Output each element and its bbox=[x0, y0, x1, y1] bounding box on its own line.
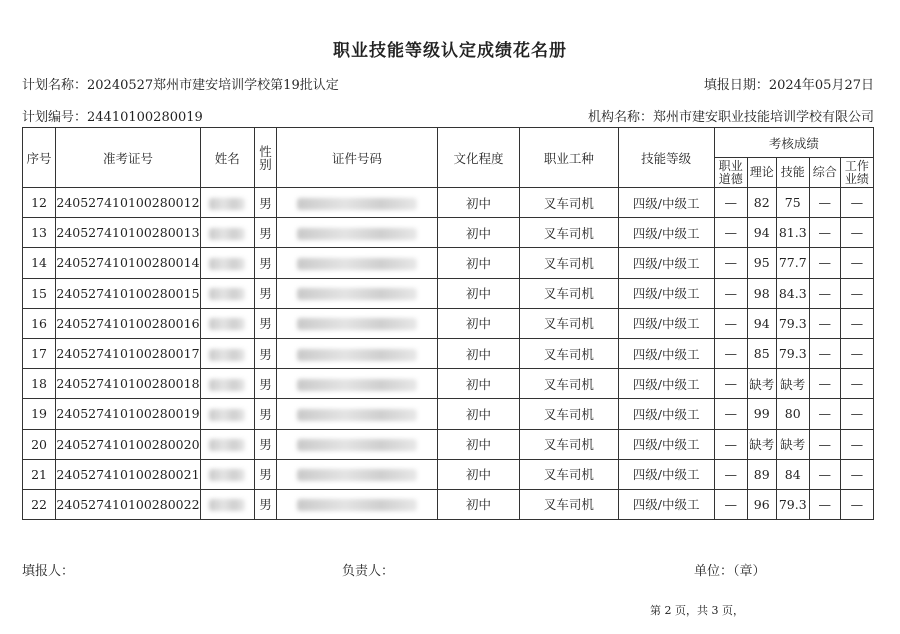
cell-ethics: — bbox=[714, 248, 747, 278]
cell-id-no bbox=[277, 308, 437, 338]
cell-seq: 14 bbox=[23, 248, 56, 278]
cell-work-performance: — bbox=[840, 338, 873, 368]
fill-date: 填报日期：2024年05月27日 bbox=[703, 78, 874, 93]
cell-exam-no: 240527410100280013 bbox=[56, 218, 201, 248]
cell-ethics: — bbox=[714, 308, 747, 338]
cell-theory: 缺考 bbox=[747, 429, 776, 459]
cell-gender: 男 bbox=[254, 248, 277, 278]
cell-gender: 男 bbox=[254, 188, 277, 218]
cell-seq: 21 bbox=[23, 459, 56, 489]
cell-theory: 缺考 bbox=[747, 369, 776, 399]
cell-name bbox=[200, 369, 254, 399]
cell-level: 四级/中级工 bbox=[618, 429, 714, 459]
cell-level: 四级/中级工 bbox=[618, 218, 714, 248]
cell-skill: 84.3 bbox=[776, 278, 809, 308]
cell-education: 初中 bbox=[437, 429, 520, 459]
cell-theory: 85 bbox=[747, 338, 776, 368]
cell-skill: 75 bbox=[776, 188, 809, 218]
cell-gender: 男 bbox=[254, 369, 277, 399]
cell-work-performance: — bbox=[840, 248, 873, 278]
redacted-blur bbox=[209, 318, 245, 330]
cell-seq: 16 bbox=[23, 308, 56, 338]
cell-gender: 男 bbox=[254, 459, 277, 489]
cell-id-no bbox=[277, 489, 437, 519]
cell-overall: — bbox=[809, 489, 840, 519]
redacted-blur bbox=[209, 288, 245, 300]
cell-ethics: — bbox=[714, 429, 747, 459]
cell-gender: 男 bbox=[254, 308, 277, 338]
cell-exam-no: 240527410100280012 bbox=[56, 188, 201, 218]
roster-body bbox=[23, 188, 874, 520]
cell-work-performance: — bbox=[840, 218, 873, 248]
header-id-no: 证件号码 bbox=[277, 128, 437, 188]
cell-name bbox=[200, 218, 254, 248]
cell-overall: — bbox=[809, 459, 840, 489]
cell-overall: — bbox=[809, 399, 840, 429]
cell-work-performance: — bbox=[840, 459, 873, 489]
redacted-blur bbox=[209, 379, 245, 391]
cell-ethics: — bbox=[714, 338, 747, 368]
cell-name bbox=[200, 429, 254, 459]
cell-skill: 79.3 bbox=[776, 489, 809, 519]
cell-gender: 男 bbox=[254, 278, 277, 308]
cell-gender: 男 bbox=[254, 399, 277, 429]
cell-name bbox=[200, 308, 254, 338]
cell-skill: 84 bbox=[776, 459, 809, 489]
redacted-blur bbox=[209, 228, 245, 240]
redacted-blur bbox=[209, 349, 245, 361]
cell-job: 叉车司机 bbox=[520, 338, 618, 368]
header-theory: 理论 bbox=[747, 158, 776, 188]
cell-seq: 15 bbox=[23, 278, 56, 308]
cell-ethics: — bbox=[714, 218, 747, 248]
cell-skill: 79.3 bbox=[776, 308, 809, 338]
cell-overall: — bbox=[809, 429, 840, 459]
cell-level: 四级/中级工 bbox=[618, 278, 714, 308]
redacted-blur bbox=[297, 349, 417, 361]
cell-name bbox=[200, 399, 254, 429]
redacted-blur bbox=[297, 258, 417, 270]
cell-theory: 96 bbox=[747, 489, 776, 519]
cell-level: 四级/中级工 bbox=[618, 489, 714, 519]
cell-job: 叉车司机 bbox=[520, 188, 618, 218]
cell-job: 叉车司机 bbox=[520, 459, 618, 489]
cell-skill: 77.7 bbox=[776, 248, 809, 278]
redacted-blur bbox=[297, 198, 417, 210]
cell-seq: 13 bbox=[23, 218, 56, 248]
table-row bbox=[23, 308, 874, 338]
cell-job: 叉车司机 bbox=[520, 489, 618, 519]
cell-ethics: — bbox=[714, 459, 747, 489]
filler-label: 填报人： bbox=[22, 564, 75, 579]
cell-ethics: — bbox=[714, 278, 747, 308]
header-score-group: 考核成绩 bbox=[714, 128, 873, 158]
cell-gender: 男 bbox=[254, 218, 277, 248]
score-roster-table bbox=[22, 127, 874, 520]
redacted-blur bbox=[297, 499, 417, 511]
cell-gender: 男 bbox=[254, 489, 277, 519]
header-gender: 性别 bbox=[254, 128, 277, 188]
cell-seq: 18 bbox=[23, 369, 56, 399]
cell-exam-no: 240527410100280017 bbox=[56, 338, 201, 368]
cell-name bbox=[200, 248, 254, 278]
cell-theory: 82 bbox=[747, 188, 776, 218]
cell-education: 初中 bbox=[437, 218, 520, 248]
cell-education: 初中 bbox=[437, 308, 520, 338]
table-row bbox=[23, 248, 874, 278]
cell-exam-no: 240527410100280022 bbox=[56, 489, 201, 519]
redacted-blur bbox=[297, 228, 417, 240]
cell-theory: 99 bbox=[747, 399, 776, 429]
cell-id-no bbox=[277, 429, 437, 459]
header-level: 技能等级 bbox=[618, 128, 714, 188]
cell-overall: — bbox=[809, 188, 840, 218]
cell-id-no bbox=[277, 459, 437, 489]
cell-job: 叉车司机 bbox=[520, 369, 618, 399]
cell-education: 初中 bbox=[437, 248, 520, 278]
cell-work-performance: — bbox=[840, 429, 873, 459]
unit-seal-label: 单位：（章） bbox=[694, 564, 766, 579]
cell-seq: 22 bbox=[23, 489, 56, 519]
cell-name bbox=[200, 489, 254, 519]
cell-overall: — bbox=[809, 308, 840, 338]
header-ethics: 职业道德 bbox=[714, 158, 747, 188]
cell-education: 初中 bbox=[437, 489, 520, 519]
cell-level: 四级/中级工 bbox=[618, 399, 714, 429]
header-name: 姓名 bbox=[200, 128, 254, 188]
document-title: 职业技能等级认定成绩花名册 bbox=[333, 41, 567, 61]
cell-overall: — bbox=[809, 218, 840, 248]
cell-level: 四级/中级工 bbox=[618, 459, 714, 489]
cell-work-performance: — bbox=[840, 399, 873, 429]
redacted-blur bbox=[297, 288, 417, 300]
table-row bbox=[23, 399, 874, 429]
plan-name: 计划名称：20240527郑州市建安培训学校第19批认定 bbox=[22, 78, 339, 93]
cell-theory: 94 bbox=[747, 218, 776, 248]
redacted-blur bbox=[297, 379, 417, 391]
cell-id-no bbox=[277, 248, 437, 278]
cell-education: 初中 bbox=[437, 459, 520, 489]
redacted-blur bbox=[297, 439, 417, 451]
redacted-blur bbox=[209, 198, 245, 210]
cell-work-performance: — bbox=[840, 369, 873, 399]
table-row bbox=[23, 429, 874, 459]
cell-education: 初中 bbox=[437, 278, 520, 308]
plan-number: 计划编号：24410100280019 bbox=[22, 110, 203, 125]
cell-level: 四级/中级工 bbox=[618, 369, 714, 399]
header-overall: 综合 bbox=[809, 158, 840, 188]
cell-theory: 94 bbox=[747, 308, 776, 338]
cell-ethics: — bbox=[714, 188, 747, 218]
cell-theory: 98 bbox=[747, 278, 776, 308]
cell-level: 四级/中级工 bbox=[618, 188, 714, 218]
redacted-blur bbox=[297, 469, 417, 481]
cell-skill: 79.3 bbox=[776, 338, 809, 368]
table-row bbox=[23, 338, 874, 368]
cell-name bbox=[200, 338, 254, 368]
cell-skill: 缺考 bbox=[776, 429, 809, 459]
cell-ethics: — bbox=[714, 489, 747, 519]
cell-overall: — bbox=[809, 278, 840, 308]
cell-ethics: — bbox=[714, 369, 747, 399]
cell-exam-no: 240527410100280019 bbox=[56, 399, 201, 429]
cell-education: 初中 bbox=[437, 399, 520, 429]
table-row bbox=[23, 218, 874, 248]
header-job: 职业工种 bbox=[520, 128, 618, 188]
header-seq: 序号 bbox=[23, 128, 56, 188]
cell-work-performance: — bbox=[840, 278, 873, 308]
header-education: 文化程度 bbox=[437, 128, 520, 188]
cell-exam-no: 240527410100280015 bbox=[56, 278, 201, 308]
cell-skill: 缺考 bbox=[776, 369, 809, 399]
cell-theory: 95 bbox=[747, 248, 776, 278]
cell-exam-no: 240527410100280014 bbox=[56, 248, 201, 278]
cell-level: 四级/中级工 bbox=[618, 248, 714, 278]
table-row bbox=[23, 489, 874, 519]
cell-ethics: — bbox=[714, 399, 747, 429]
cell-job: 叉车司机 bbox=[520, 248, 618, 278]
redacted-blur bbox=[297, 409, 417, 421]
cell-id-no bbox=[277, 369, 437, 399]
cell-id-no bbox=[277, 188, 437, 218]
cell-job: 叉车司机 bbox=[520, 218, 618, 248]
cell-overall: — bbox=[809, 369, 840, 399]
page-indicator: 第 2 页，共 3 页， bbox=[650, 604, 744, 617]
cell-seq: 12 bbox=[23, 188, 56, 218]
cell-overall: — bbox=[809, 248, 840, 278]
cell-name bbox=[200, 188, 254, 218]
header-work-performance: 工作业绩 bbox=[840, 158, 873, 188]
cell-id-no bbox=[277, 278, 437, 308]
redacted-blur bbox=[297, 318, 417, 330]
redacted-blur bbox=[209, 409, 245, 421]
organization-name: 机构名称：郑州市建安职业技能培训学校有限公司 bbox=[587, 110, 874, 125]
cell-seq: 17 bbox=[23, 338, 56, 368]
table-row bbox=[23, 188, 874, 218]
table-row bbox=[23, 459, 874, 489]
redacted-blur bbox=[209, 439, 245, 451]
cell-exam-no: 240527410100280021 bbox=[56, 459, 201, 489]
cell-job: 叉车司机 bbox=[520, 308, 618, 338]
cell-name bbox=[200, 278, 254, 308]
redacted-blur bbox=[209, 469, 245, 481]
cell-education: 初中 bbox=[437, 188, 520, 218]
cell-job: 叉车司机 bbox=[520, 399, 618, 429]
cell-education: 初中 bbox=[437, 338, 520, 368]
cell-skill: 80 bbox=[776, 399, 809, 429]
cell-id-no bbox=[277, 399, 437, 429]
cell-gender: 男 bbox=[254, 338, 277, 368]
cell-theory: 89 bbox=[747, 459, 776, 489]
redacted-blur bbox=[209, 499, 245, 511]
cell-work-performance: — bbox=[840, 188, 873, 218]
table-row bbox=[23, 278, 874, 308]
cell-name bbox=[200, 459, 254, 489]
cell-work-performance: — bbox=[840, 489, 873, 519]
cell-seq: 20 bbox=[23, 429, 56, 459]
cell-exam-no: 240527410100280018 bbox=[56, 369, 201, 399]
cell-id-no bbox=[277, 338, 437, 368]
cell-exam-no: 240527410100280016 bbox=[56, 308, 201, 338]
cell-seq: 19 bbox=[23, 399, 56, 429]
cell-level: 四级/中级工 bbox=[618, 338, 714, 368]
cell-overall: — bbox=[809, 338, 840, 368]
cell-id-no bbox=[277, 218, 437, 248]
cell-gender: 男 bbox=[254, 429, 277, 459]
cell-work-performance: — bbox=[840, 308, 873, 338]
header-exam-no: 准考证号 bbox=[56, 128, 201, 188]
header-skill: 技能 bbox=[776, 158, 809, 188]
cell-level: 四级/中级工 bbox=[618, 308, 714, 338]
cell-skill: 81.3 bbox=[776, 218, 809, 248]
cell-job: 叉车司机 bbox=[520, 429, 618, 459]
cell-education: 初中 bbox=[437, 369, 520, 399]
table-row bbox=[23, 369, 874, 399]
responsible-label: 负责人： bbox=[342, 564, 395, 579]
cell-exam-no: 240527410100280020 bbox=[56, 429, 201, 459]
cell-job: 叉车司机 bbox=[520, 278, 618, 308]
redacted-blur bbox=[209, 258, 245, 270]
